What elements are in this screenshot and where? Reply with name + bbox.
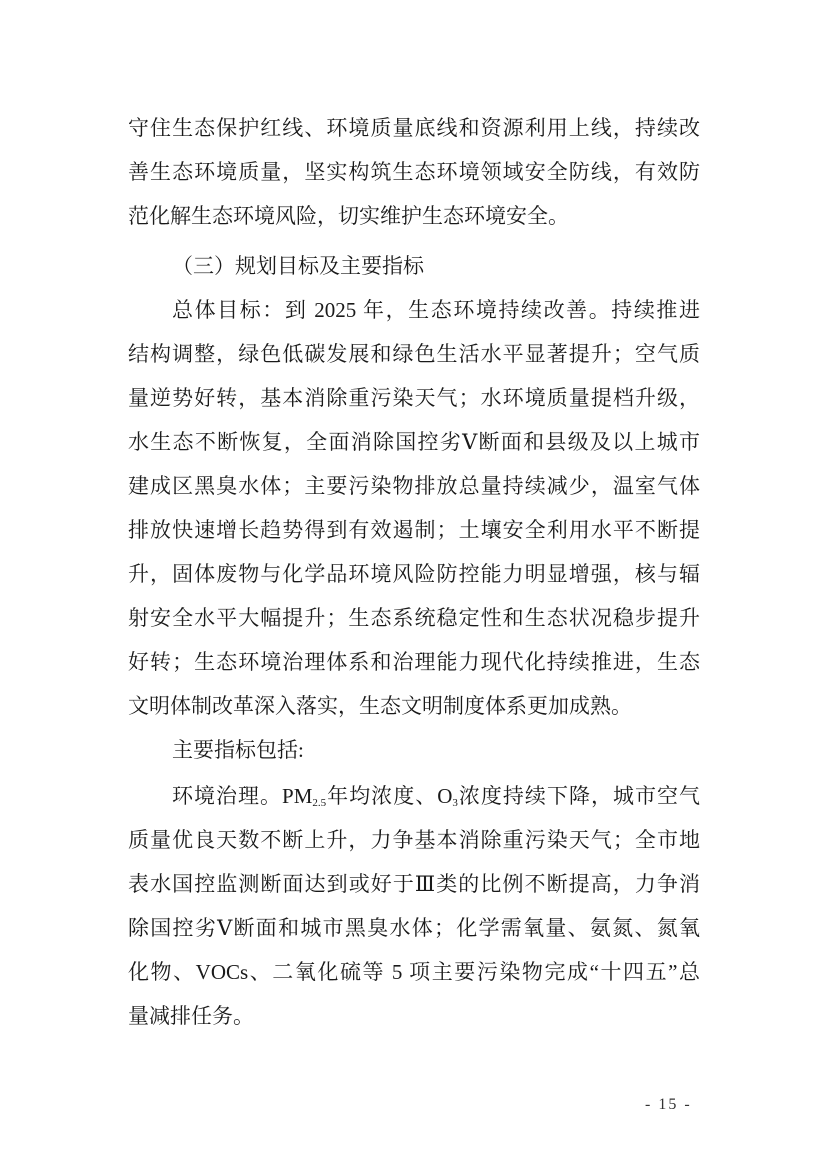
paragraph-safety xyxy=(128,106,700,238)
text-line: 量逆势好转，基本消除重污染天气；水环境质量提档升级， xyxy=(128,386,700,410)
text-line: 除国控劣Ⅴ断面和城市黑臭水体；化学需氧量、氨氮、氮氧 xyxy=(128,916,700,940)
subscript: 2.5 xyxy=(312,797,327,809)
page-number: - 15 - xyxy=(645,1096,692,1113)
text-line: 水生态不断恢复，全面消除国控劣Ⅴ断面和县级及以上城市 xyxy=(128,430,700,454)
text-line: 守住生态保护红线、环境质量底线和资源利用上线，持续改 xyxy=(128,116,700,140)
paragraph-main-indicators: 主要指标包括: xyxy=(172,738,304,762)
text-line: 表水国控监测断面达到或好于Ⅲ类的比例不断提高，力争消 xyxy=(128,872,700,896)
text-line: 范化解生态环境风险，切实维护生态环境安全。 xyxy=(128,204,569,228)
text-line: 质量优良天数不断上升，力争基本消除重污染天气；全市地 xyxy=(128,828,700,852)
text-line: 排放快速增长趋势得到有效遏制；土壤安全利用水平不断提 xyxy=(128,518,700,542)
text-line: 总体目标：到 2025 年，生态环境持续改善。持续推进 xyxy=(172,298,700,322)
text-line: 量减排任务。 xyxy=(128,1004,254,1028)
text-line: 建成区黑臭水体；主要污染物排放总量持续减少，温室气体 xyxy=(128,474,700,498)
text-line: 文明体制改革深入落实，生态文明制度体系更加成熟。 xyxy=(128,694,632,718)
text-line: 升，固体废物与化学品环境风险防控能力明显增强，核与辐 xyxy=(128,562,700,586)
text-segment: 环境治理。PM xyxy=(172,784,313,808)
text-line xyxy=(128,774,700,818)
text-line: 善生态环境质量，坚实构筑生态环境领域安全防线，有效防 xyxy=(128,160,700,184)
paragraph-overall-goal xyxy=(128,288,700,728)
text-line: 射安全水平大幅提升；生态系统稳定性和生态状况稳步提升 xyxy=(128,606,700,630)
document-body xyxy=(128,106,700,1038)
text-segment: 年均浓度、O xyxy=(326,784,453,808)
text-line: 结构调整，绿色低碳发展和绿色生活水平显著提升；空气质 xyxy=(128,342,700,366)
text-line: 好转；生态环境治理体系和治理能力现代化持续推进，生态 xyxy=(128,650,700,674)
paragraph-environmental-governance xyxy=(128,774,700,1038)
subscript: 3 xyxy=(452,797,458,809)
text-line: 化物、VOCs、二氧化硫等 5 项主要污染物完成“十四五”总 xyxy=(128,960,700,984)
section-heading: （三）规划目标及主要指标 xyxy=(172,254,424,278)
text-segment: 浓度持续下降，城市空气 xyxy=(457,784,700,808)
